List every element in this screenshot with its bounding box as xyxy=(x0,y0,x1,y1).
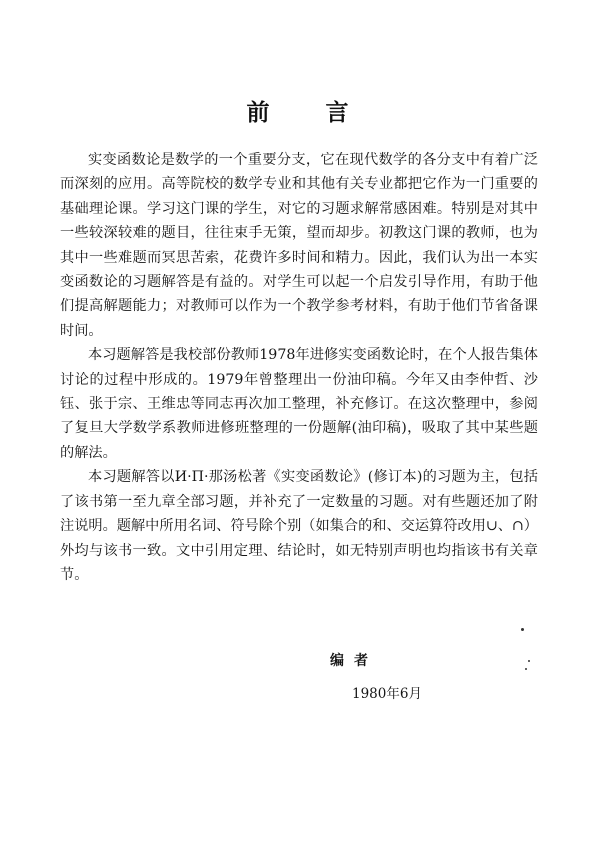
page-title: 前 言 xyxy=(246,100,373,126)
date-line: 1980年6月 xyxy=(352,686,422,702)
paragraph-3: 本习题解答以И·П·那汤松著《实变函数论》(修订本)的习题为主，包括了该书第一至九章全部习题，并补充了一定数量的习题。对有些题还加了附注说明。题解中所用名词、符号除个别（如集合的和、交运算符改用∪、∩）外均与该书一致。文中引用定理、结论时，如无特别声明也均指该书有关章节。 xyxy=(60,469,538,583)
scan-speck xyxy=(525,668,527,670)
author-signature: 编者 xyxy=(330,653,378,669)
paragraph-1: 实变函数论是数学的一个重要分支，它在现代数学的各分支中有着广泛而深刻的应用。高等院校的数学专业和其他有关专业都把它作为一门重要的基础理论课。学习这门课的学生，对它的习题求解常感困难。特别是对其中一些较深较难的题目，往往束手无策，望而却步。初教这门课的教师，也为其中一些难题而冥思苦索，花费许多时间和精力。因此，我们认为出一本实变函数论的习题解答是有益的。对学生可以起一个启发引导作用，有助于他们提高解题能力；对教师可以作为一个教学参考材料，有助于他们节省备课时间。 xyxy=(60,152,538,339)
preface-body xyxy=(60,148,538,587)
scan-speck xyxy=(521,628,524,631)
scan-speck xyxy=(528,660,530,662)
paragraph-2: 本习题解答是我校部份教师1978年进修实变函数论时，在个人报告集体讨论的过程中形成的。1979年曾整理出一份油印稿。今年又由李仲哲、沙钰、张于宗、王维忠等同志再次加工整理，补充修订。在这次整理中，参阅了复旦大学数学系教师进修班整理的一份题解(油印稿)，吸取了其中某些题的解法。 xyxy=(60,347,538,461)
